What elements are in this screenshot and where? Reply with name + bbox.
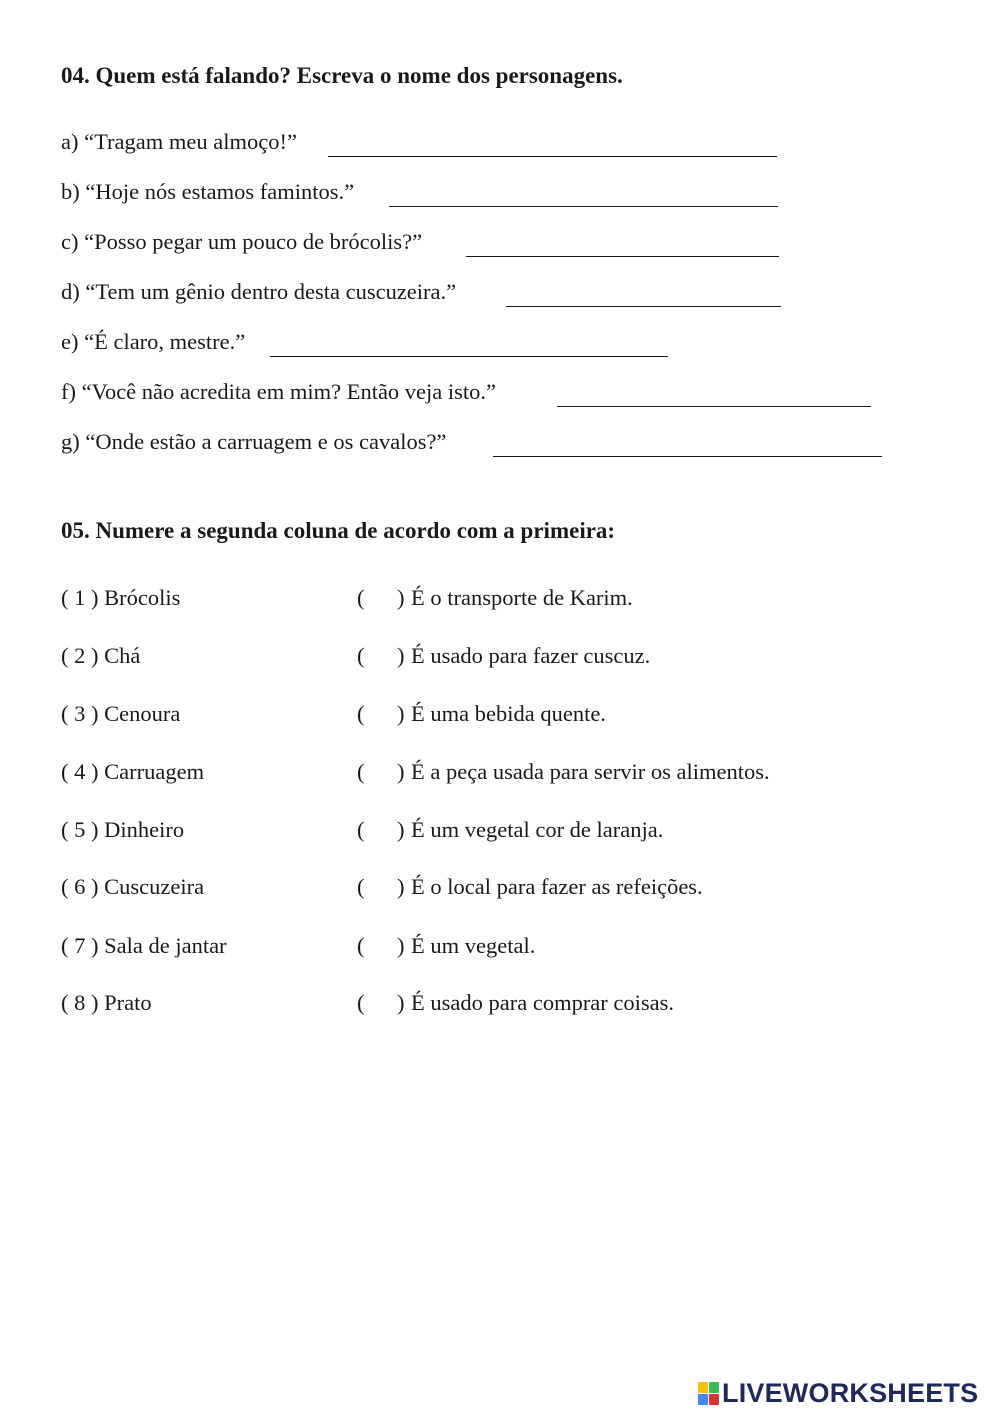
right-column-item: É usado para fazer cuscuz.	[411, 643, 651, 668]
left-column-item: ( 5 ) Dinheiro	[61, 817, 185, 842]
number-input[interactable]	[367, 699, 397, 727]
question-c	[61, 231, 422, 261]
right-column-item: É a peça usada para servir os alimentos.	[411, 759, 770, 784]
answer-input-f[interactable]	[557, 381, 871, 407]
paren-open: (	[357, 759, 365, 784]
logo-icon	[698, 1382, 719, 1405]
paren-close: )	[397, 585, 405, 610]
left-column-item: ( 7 ) Sala de jantar	[61, 933, 227, 958]
left-column-item: ( 2 ) Chá	[61, 643, 141, 668]
number-input[interactable]	[367, 757, 397, 785]
paren-close: )	[397, 701, 405, 726]
paren-open: (	[357, 701, 365, 726]
paren-close: )	[397, 990, 405, 1015]
question-d	[61, 281, 456, 311]
paren-close: )	[397, 817, 405, 842]
logo-square	[709, 1394, 719, 1405]
paren-close: )	[397, 933, 405, 958]
paren-open: (	[357, 817, 365, 842]
left-column-item: ( 4 ) Carruagem	[61, 759, 205, 784]
match-row	[61, 587, 941, 617]
logo-square	[698, 1382, 708, 1393]
right-column-item: É um vegetal.	[411, 933, 536, 958]
question-text: a) “Tragam meu almoço!”	[61, 129, 297, 154]
question-g	[61, 431, 446, 461]
paren-open: (	[357, 874, 365, 899]
answer-input-d[interactable]	[506, 281, 781, 307]
match-row	[61, 703, 941, 733]
paren-close: )	[397, 643, 405, 668]
question-text: d) “Tem um gênio dentro desta cuscuzeira.”	[61, 279, 457, 304]
question-text: b) “Hoje nós estamos famintos.”	[61, 179, 355, 204]
left-column-item: ( 8 ) Prato	[61, 990, 152, 1015]
left-column-item: ( 3 ) Cenoura	[61, 701, 181, 726]
match-row	[61, 819, 941, 849]
section-5-heading: 05. Numere a segunda coluna de acordo com a primeira:	[61, 518, 616, 543]
paren-open: (	[357, 990, 365, 1015]
match-row	[61, 935, 941, 965]
question-text: c) “Posso pegar um pouco de brócolis?”	[61, 229, 423, 254]
question-text: f) “Você não acredita em mim? Então veja isto.”	[61, 379, 497, 404]
match-row	[61, 645, 941, 675]
answer-input-a[interactable]	[328, 131, 777, 157]
logo-square	[709, 1382, 719, 1393]
answer-input-g[interactable]	[493, 431, 882, 457]
match-row	[61, 761, 941, 791]
right-column-item: É usado para comprar coisas.	[411, 990, 675, 1015]
question-a	[61, 131, 297, 161]
answer-input-e[interactable]	[270, 331, 668, 357]
section-4-heading: 04. Quem está falando? Escreva o nome dos personagens.	[61, 63, 623, 88]
logo-text: LIVEWORKSHEETS	[722, 1377, 979, 1408]
right-column-item: É o local para fazer as refeições.	[411, 874, 703, 899]
right-column-item: É o transporte de Karim.	[411, 585, 633, 610]
paren-open: (	[357, 643, 365, 668]
question-text: e) “É claro, mestre.”	[61, 329, 246, 354]
paren-close: )	[397, 759, 405, 784]
question-b	[61, 181, 354, 211]
left-column-item: ( 6 ) Cuscuzeira	[61, 874, 205, 899]
answer-input-c[interactable]	[466, 231, 779, 257]
number-input[interactable]	[367, 931, 397, 959]
match-row	[61, 992, 941, 1022]
right-column-item: É uma bebida quente.	[411, 701, 606, 726]
left-column-item: ( 1 ) Brócolis	[61, 585, 181, 610]
liveworksheets-logo	[698, 1377, 979, 1408]
paren-open: (	[357, 585, 365, 610]
logo-square	[698, 1394, 708, 1405]
answer-input-b[interactable]	[389, 181, 778, 207]
paren-open: (	[357, 933, 365, 958]
number-input[interactable]	[367, 988, 397, 1016]
number-input[interactable]	[367, 641, 397, 669]
number-input[interactable]	[367, 583, 397, 611]
number-input[interactable]	[367, 815, 397, 843]
question-f	[61, 381, 496, 411]
paren-close: )	[397, 874, 405, 899]
match-row	[61, 876, 941, 906]
right-column-item: É um vegetal cor de laranja.	[411, 817, 664, 842]
question-text: g) “Onde estão a carruagem e os cavalos?”	[61, 429, 447, 454]
question-e	[61, 331, 245, 361]
number-input[interactable]	[367, 872, 397, 900]
